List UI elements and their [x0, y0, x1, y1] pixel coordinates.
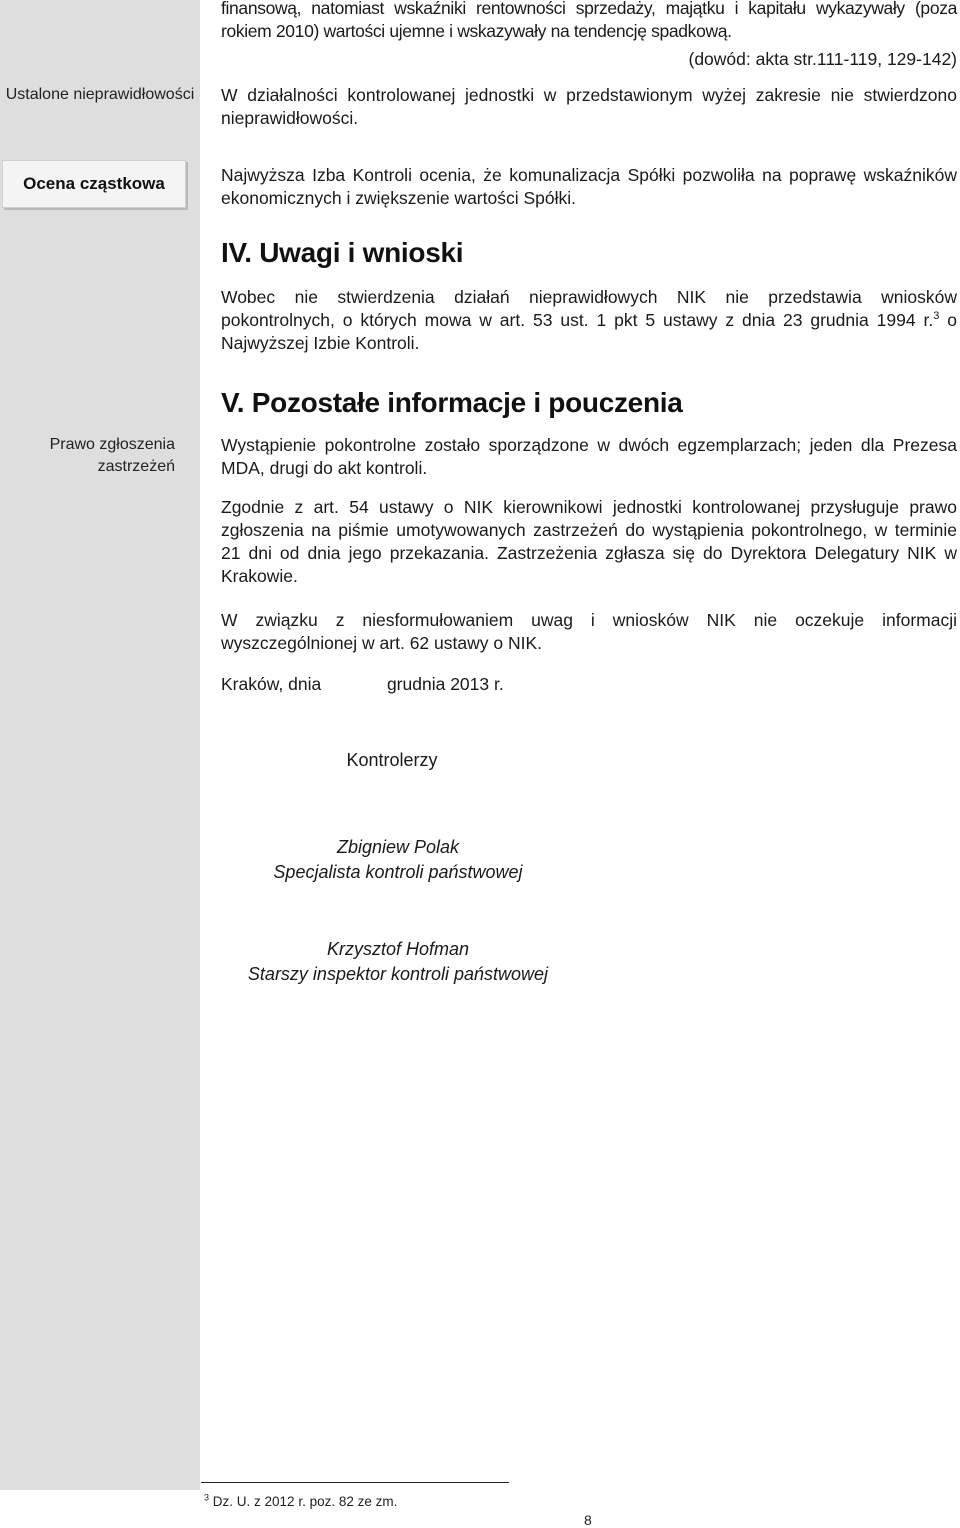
evidence-reference: (dowód: akta str.111-119, 129-142) [688, 49, 957, 69]
sidebar-label-ustalone: Ustalone nieprawidłowości [5, 86, 195, 103]
section-heading-v: V. Pozostałe informacje i pouczenia [221, 387, 683, 418]
paragraph-wystapienie: Wystąpienie pokontrolne zostało sporządzone w dwóch egzemplarzach; jeden dla Prezesa MDA, drugi do akt kontroli. [221, 435, 957, 478]
signatures-title: Kontrolerzy [346, 750, 438, 770]
signature-1-name: Zbigniew Polak [336, 837, 460, 857]
place-date-right: grudnia 2013 r. [386, 674, 504, 694]
signature-2-role: Starszy inspektor kontroli państwowej [247, 964, 549, 984]
paragraph-wobec [221, 286, 957, 355]
paragraph-dzialalnosc: W działalności kontrolowanej jednostki w przedstawionym wyżej zakresie nie stwierdzono nieprawidłowości. [221, 85, 957, 128]
signature-block-2 [222, 937, 574, 987]
signature-2-name: Krzysztof Hofman [326, 939, 470, 959]
page-number: 8 [584, 1512, 592, 1528]
sidebar-label-prawo: Prawo zgłoszenia zastrzeżeń [49, 436, 175, 475]
sidebar-box-ocena: Ocena cząstkowa [2, 160, 186, 208]
paragraph-wobec-tail: o Najwyższej Izbie Kontroli. [221, 310, 957, 353]
place-date [221, 673, 504, 696]
section-heading-iv: IV. Uwagi i wnioski [221, 237, 464, 268]
signature-1-role: Specjalista kontroli państwowej [273, 862, 523, 882]
paragraph-zwiazek: W związku z niesformułowaniem uwag i wniosków NIK nie oczekuje informacji wyszczególnionej w art. 62 ustawy o NIK. [221, 610, 957, 653]
place-date-left: Kraków, dnia [221, 674, 322, 694]
sidebar [0, 0, 200, 1490]
footnote-separator [201, 1482, 509, 1483]
footnote-ref: 3 [933, 310, 940, 323]
paragraph-wobec-text: Wobec nie stwierdzenia działań nieprawidłowych NIK nie przedstawia wniosków pokontrolnych, o których mowa w art. 53 ust. 1 pkt 5 ustawy z dnia 23 grudnia 1994 r. [221, 287, 957, 330]
paragraph-zgodnie: Zgodnie z art. 54 ustawy o NIK kierownikowi jednostki kontrolowanej przysługuje prawo zgłoszenia na piśmie umotywowanych zastrzeżeń do wystąpienia pokontrolnego, w terminie 21 dni od dnia jego przekazania. Zastrzeżenia zgłasza się do Dyrektora Delegatury NIK w Krakowie. [221, 497, 957, 586]
footnote-number: 3 [204, 1492, 210, 1503]
paragraph-ocena: Najwyższa Izba Kontroli ocenia, że komunalizacja Spółki pozwoliła na poprawę wskaźników ekonomicznych i zwiększenie wartości Spółki. [221, 165, 957, 208]
signature-block-1 [248, 835, 548, 885]
footnote [204, 1494, 397, 1509]
footnote-text: Dz. U. z 2012 r. poz. 82 ze zm. [212, 1494, 398, 1509]
paragraph-finansowa: finansową, natomiast wskaźniki rentowności sprzedaży, majątku i kapitału wykazywały (poza rokiem 2010) wartości ujemne i wskazywały na tendencję spadkową. [221, 0, 957, 41]
